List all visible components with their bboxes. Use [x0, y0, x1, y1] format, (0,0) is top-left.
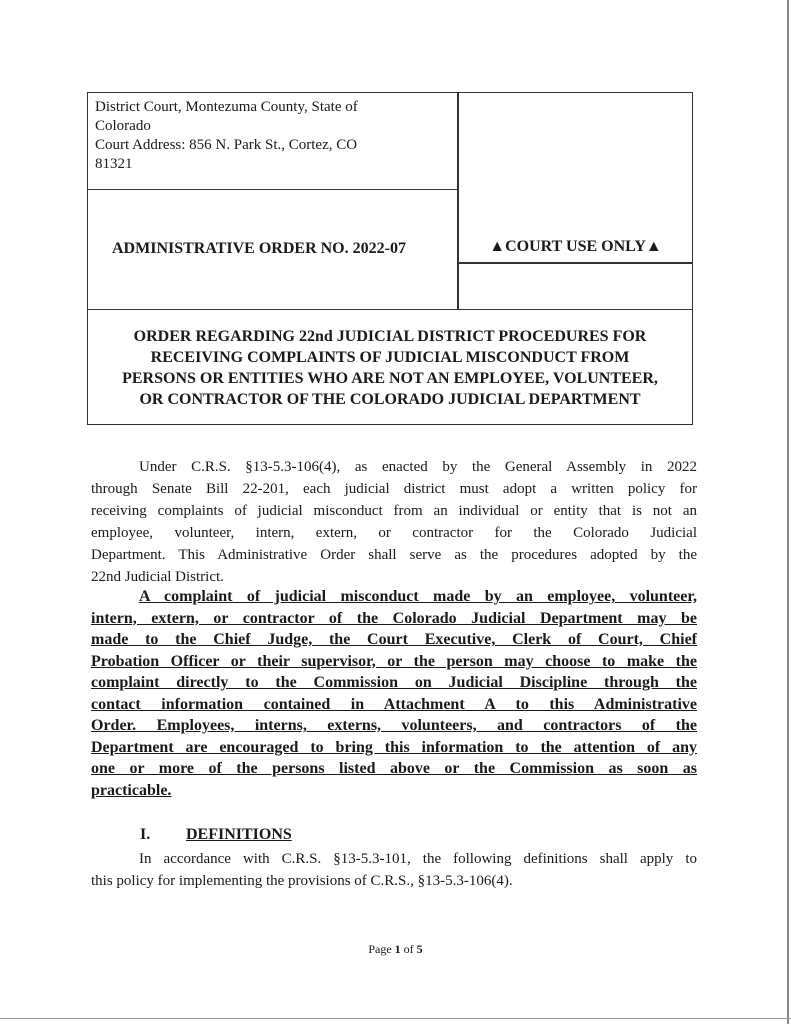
- paragraph-line: this policy for implementing the provisions of C.R.S., §13-5.3-106(4).: [91, 873, 513, 889]
- paragraph-line: receiving complaints of judicial misconduct from an individual or entity that is not an: [91, 503, 697, 519]
- administrative-order-number: ADMINISTRATIVE ORDER NO. 2022-07: [112, 240, 406, 257]
- paragraph-line: contact information contained in Attachment A to this Administrative: [91, 695, 697, 713]
- paragraph-line: one or more of the persons listed above or the Commission as soon as: [91, 760, 697, 777]
- page-footer: [0, 942, 791, 957]
- paragraph-line: Probation Officer or their supervisor, or the person may choose to make the: [91, 652, 697, 670]
- employee-complaint-paragraph: [91, 586, 697, 801]
- order-title-line: RECEIVING COMPLAINTS OF JUDICIAL MISCONDUCT FROM: [150, 349, 630, 366]
- order-title: [88, 326, 692, 410]
- paragraph-line: practicable.: [91, 781, 172, 799]
- paragraph-line: Order. Employees, interns, externs, volunteers, and contractors of the: [91, 717, 697, 734]
- definitions-paragraph: [91, 848, 697, 892]
- paragraph-line: Department. This Administrative Order shall serve as the procedures adopted by the: [91, 547, 697, 563]
- section-number: I.: [140, 826, 151, 843]
- admin-order-cell: [88, 190, 458, 310]
- court-info-line: Court Address: 856 N. Park St., Cortez, CO: [95, 137, 358, 153]
- paragraph-line: through Senate Bill 22-201, each judicial district must adopt a written policy for: [91, 481, 697, 497]
- section-title: DEFINITIONS: [186, 826, 292, 843]
- page-current: 1: [394, 942, 401, 956]
- paragraph-line: complaint directly to the Commission on Judicial Discipline through the: [91, 674, 697, 691]
- caption-table: [87, 92, 693, 425]
- paragraph-line: Under C.R.S. §13-5.3-106(4), as enacted by the General Assembly in 2022: [139, 459, 697, 475]
- order-title-line: ORDER REGARDING 22nd JUDICIAL DISTRICT PROCEDURES FOR: [133, 328, 647, 345]
- page-label: Page: [368, 942, 395, 956]
- paragraph-line: In accordance with C.R.S. §13-5.3-101, the following definitions shall apply to: [139, 851, 697, 867]
- paragraph-line: made to the Chief Judge, the Court Executive, Clerk of Court, Chief: [91, 631, 697, 648]
- section-heading: [140, 826, 292, 844]
- intro-paragraph: [91, 456, 697, 588]
- paragraph-line: 22nd Judicial District.: [91, 569, 224, 585]
- order-title-line: PERSONS OR ENTITIES WHO ARE NOT AN EMPLOYEE, VOLUNTEER,: [122, 370, 658, 387]
- paragraph-line: employee, volunteer, intern, extern, or contractor for the Colorado Judicial: [91, 525, 697, 541]
- court-info-line: District Court, Montezuma County, State of: [95, 99, 358, 115]
- paragraph-line: A complaint of judicial misconduct made by an employee, volunteer,: [139, 588, 697, 605]
- scan-edge: [787, 0, 789, 1024]
- case-number-cell: [458, 263, 692, 310]
- page-of: of: [400, 942, 417, 956]
- order-title-line: OR CONTRACTOR OF THE COLORADO JUDICIAL DEPARTMENT: [139, 391, 641, 408]
- paragraph-line: Department are encouraged to bring this information to the attention of any: [91, 738, 697, 756]
- scan-edge-bottom: [0, 1018, 791, 1019]
- court-info-line: 81321: [95, 156, 133, 172]
- paragraph-line: intern, extern, or contractor of the Colorado Judicial Department may be: [91, 609, 697, 627]
- court-use-only-label: ▲COURT USE ONLY▲: [489, 238, 662, 255]
- divider: [88, 309, 692, 310]
- court-info-line: Colorado: [95, 118, 151, 134]
- court-info-cell: [88, 93, 458, 190]
- page-total: 5: [416, 942, 423, 956]
